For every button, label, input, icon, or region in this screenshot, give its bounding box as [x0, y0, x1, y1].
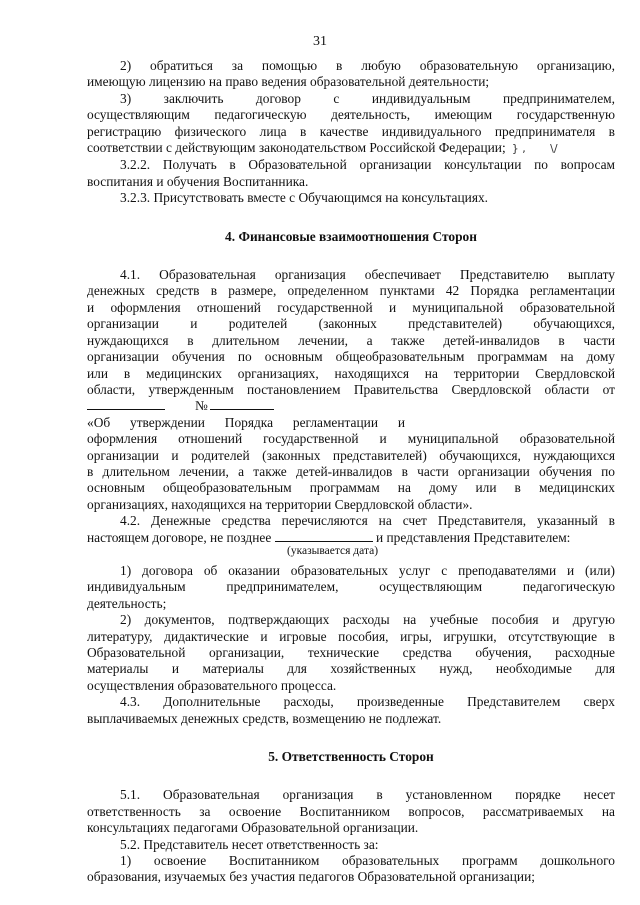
text-line: 4.1. Образовательная организация обеспечивает Представителю выплату: [120, 267, 615, 283]
text-line: и оформления отношений государственной и муниципальной образовательной: [87, 299, 615, 315]
text-line: 4.2. Денежные средства перечисляются на счет Представителя, указанный в: [120, 513, 615, 529]
text-line: 5.2. Представитель несет ответственность за:: [120, 836, 379, 852]
text-line: оформления отношений государственной и муниципальной образовательной: [87, 431, 615, 447]
text-line: регистрацию физического лица в качестве индивидуального предпринимателя в: [87, 123, 615, 139]
text-line: материалы и материалы для хозяйственных нужд, необходимые для: [87, 661, 615, 677]
page-number: 31: [313, 34, 327, 49]
text-line: 5.1. Образовательная организация в установленном порядке несет: [120, 787, 615, 803]
handwritten-mark-icon: } , \/: [511, 142, 558, 156]
text-line: консультациях педагогами Образовательной организации.: [87, 820, 419, 836]
text-line: 3) заключить договор с индивидуальным предпринимателем,: [120, 90, 615, 106]
text-line-with-blank: [87, 530, 615, 546]
document-body: [87, 58, 615, 886]
text-line: выплачиваемых денежных средств, возмещению не подлежат.: [87, 710, 442, 726]
text-line-content: соответствии с действующим законодательством Российской Федерации;: [87, 140, 506, 156]
text-line: 1) договора об оказании образовательных услуг с преподавателями и (или): [120, 562, 615, 578]
text-line-content: и представления Представителем:: [375, 529, 571, 545]
text-line: 3.2.2. Получать в Образовательной организации консультации по вопросам: [120, 157, 615, 173]
text-line: осуществления образовательного процесса.: [87, 677, 337, 693]
text-line: образования, изучаемых без участия педагогов Образовательной организации;: [87, 869, 535, 885]
number-sign: №: [195, 398, 208, 414]
number-blank[interactable]: [210, 408, 274, 410]
section-heading-5: 5. Ответственность Сторон: [268, 749, 434, 765]
text-line: воспитания и обучения Воспитанника.: [87, 173, 309, 189]
text-line: организациях, находящихся на территории Свердловской области».: [87, 496, 473, 512]
text-line: 2) документов, подтверждающих расходы на учебные пособия и другую: [120, 612, 615, 628]
text-line: в длительном лечении, а также детей-инвалидов в части организации обучения по: [87, 463, 615, 479]
text-line: 1) освоение Воспитанником образовательных программ дошкольного: [120, 853, 615, 869]
text-line-with-blanks: [87, 398, 615, 431]
section-heading-4: 4. Финансовые взаимоотношения Сторон: [225, 228, 477, 244]
text-line: основным общеобразовательным программам на дому или в медицинских: [87, 480, 615, 496]
text-line-content: настоящем договоре, не позднее: [87, 529, 272, 545]
deadline-blank[interactable]: [275, 540, 373, 542]
date-caption: (указывается дата): [287, 544, 379, 557]
text-line-content: «Об утверждении Порядка регламентации и: [87, 414, 405, 430]
text-line: Образовательной организации, технические средства обучения, расходные: [87, 645, 615, 660]
text-line: денежных средств в размере, определенном пунктами 42 Порядка регламентации: [87, 283, 615, 299]
text-line: или в медицинских организациях, находящихся на территории Свердловской: [87, 365, 615, 381]
date-blank[interactable]: [87, 408, 165, 410]
text-line: области, утвержденным постановлением Правительства Свердловской области от: [87, 381, 615, 397]
text-line: имеющую лицензию на право ведения образовательной деятельности;: [87, 74, 490, 90]
text-line: организации и родителей (законных представителей) обучающихся,: [87, 316, 615, 332]
text-line: [87, 140, 615, 157]
text-line: деятельность;: [87, 595, 167, 611]
text-line: 2) обратиться за помощью в любую образовательную организацию,: [120, 58, 615, 73]
text-line: осуществляющим педагогическую деятельность, имеющим государственную: [87, 107, 615, 123]
text-line: индивидуальным предпринимателем, осуществляющим педагогическую: [87, 579, 615, 595]
text-line: организации обучения по основным общеобразовательным программам на дому: [87, 349, 615, 365]
text-line: литературу, дидактические и игровые пособия, игры, игрушки, отсутствующие в: [87, 628, 615, 644]
text-line: ответственность за освоение Воспитанником вопросов, рассматриваемых на: [87, 803, 615, 819]
text-line: 4.3. Дополнительные расходы, произведенные Представителем сверх: [120, 694, 615, 710]
text-line: 3.2.3. Присутствовать вместе с Обучающимся на консультациях.: [120, 190, 489, 206]
text-line: организации и родителей (законных представителей) обучающихся, нуждающихся: [87, 447, 615, 463]
text-line: нуждающихся в длительном лечении, а также детей-инвалидов в части: [87, 332, 615, 348]
